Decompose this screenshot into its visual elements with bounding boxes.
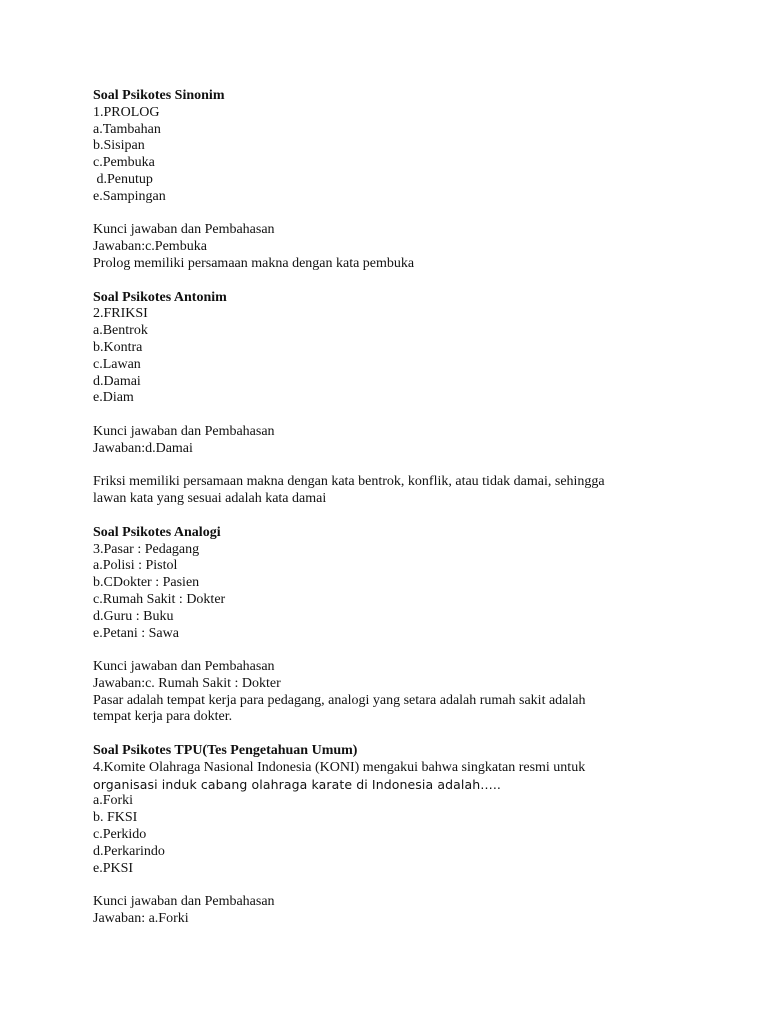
option: b. FKSI xyxy=(93,810,138,826)
question: 2.FRIKSI xyxy=(93,306,148,322)
explanation: Pasar adalah tempat kerja para pedagang, analogi yang setara adalah rumah sakit adalah xyxy=(93,692,586,708)
question-continuation: organisasi induk cabang olahraga karate di Indonesia adalah….. xyxy=(93,776,501,792)
answer: Jawaban: a.Forki xyxy=(93,911,189,927)
spacer xyxy=(93,508,693,525)
option: c.Perkido xyxy=(93,827,147,843)
option: c.Pembuka xyxy=(93,155,155,171)
option: b.Sisipan xyxy=(93,138,145,154)
answer-title: Kunci jawaban dan Pembahasan xyxy=(93,222,275,238)
explanation: tempat kerja para dokter. xyxy=(93,709,233,725)
option: e.Diam xyxy=(93,390,134,406)
answer-title: Kunci jawaban dan Pembahasan xyxy=(93,659,275,675)
explanation: Friksi memiliki persamaan makna dengan kata bentrok, konflik, atau tidak damai, sehingga xyxy=(93,474,605,490)
option: c.Lawan xyxy=(93,356,141,372)
question: 3.Pasar : Pedagang xyxy=(93,541,200,557)
spacer xyxy=(93,877,693,894)
answer-title: Kunci jawaban dan Pembahasan xyxy=(93,894,275,910)
section-antonim xyxy=(93,290,693,525)
spacer xyxy=(93,726,693,743)
question: 4.Komite Olahraga Nasional Indonesia (KONI) mengakui bahwa singkatan resmi untuk xyxy=(93,759,586,775)
option: a.Forki xyxy=(93,793,134,809)
option: d.Guru : Buku xyxy=(93,608,174,624)
option: e.Petani : Sawa xyxy=(93,625,179,641)
section-sinonim xyxy=(93,88,693,290)
answer: Jawaban:c. Rumah Sakit : Dokter xyxy=(93,675,281,691)
spacer xyxy=(93,642,693,659)
explanation: Prolog memiliki persamaan makna dengan kata pembuka xyxy=(93,255,415,271)
spacer xyxy=(93,206,693,223)
option: c.Rumah Sakit : Dokter xyxy=(93,591,226,607)
answer: Jawaban:c.Pembuka xyxy=(93,239,207,255)
option: a.Tambahan xyxy=(93,121,161,137)
answer: Jawaban:d.Damai xyxy=(93,440,193,456)
option: b.CDokter : Pasien xyxy=(93,575,200,591)
option: e.PKSI xyxy=(93,860,134,876)
option: a.Bentrok xyxy=(93,323,148,339)
option: b.Kontra xyxy=(93,339,143,355)
answer-title: Kunci jawaban dan Pembahasan xyxy=(93,423,275,439)
section-analogi xyxy=(93,525,693,743)
option: d.Damai xyxy=(93,373,141,389)
section-tpu xyxy=(93,743,693,928)
section-heading: Soal Psikotes Analogi xyxy=(93,524,221,540)
spacer xyxy=(93,458,693,475)
section-heading: Soal Psikotes Sinonim xyxy=(93,88,225,103)
option: d.Penutup xyxy=(93,171,153,187)
section-heading: Soal Psikotes Antonim xyxy=(93,289,227,305)
option: e.Sampingan xyxy=(93,188,166,204)
document-page xyxy=(93,88,693,928)
section-heading: Soal Psikotes TPU(Tes Pengetahuan Umum) xyxy=(93,743,358,759)
spacer xyxy=(93,407,693,424)
spacer xyxy=(93,273,693,290)
option: d.Perkarindo xyxy=(93,843,165,859)
question: 1.PROLOG xyxy=(93,104,160,120)
option: a.Polisi : Pistol xyxy=(93,558,178,574)
explanation: lawan kata yang sesuai adalah kata damai xyxy=(93,491,327,507)
